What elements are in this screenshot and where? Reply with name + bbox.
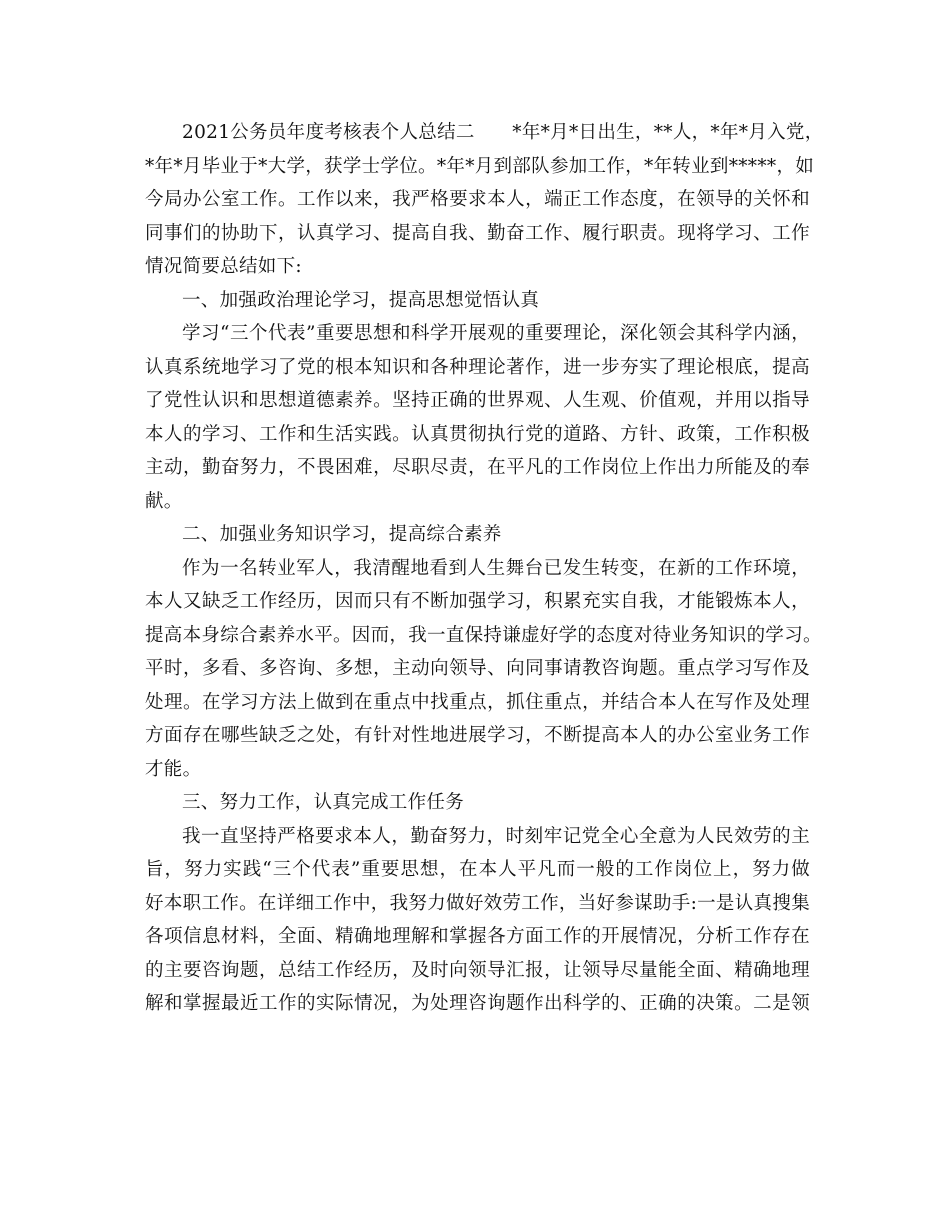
paragraph-line: 同事们的协助下，认真学习、提高自我、勤奋工作、履行职责。现将学习、工作 bbox=[145, 222, 810, 244]
paragraph-line: 我一直坚持严格要求本人，勤奋努力，时刻牢记党全心全意为人民效劳的主 bbox=[182, 825, 810, 847]
paragraph-line: 好本职工作。在详细工作中，我努力做好效劳工作，当好参谋助手:一是认真搜集 bbox=[145, 892, 810, 914]
paragraph-line: 各项信息材料，全面、精确地理解和掌握各方面工作的开展情况，分析工作存在 bbox=[145, 926, 810, 947]
document-body bbox=[145, 116, 824, 1021]
paragraph-line: *年*月毕业于*大学，获学士学位。*年*月到部队参加工作，*年转业到*****，如 bbox=[145, 155, 815, 177]
paragraph-line: 平时，多看、多咨询、多想，主动向领导、向同事请教咨询题。重点学习写作及 bbox=[145, 658, 810, 679]
paragraph-line: 2021公务员年度考核表个人总结二 *年*月*日出生，**人，*年*月入党， bbox=[182, 122, 824, 143]
paragraph-line: 提高本身综合素养水平。因而，我一直保持谦虚好学的态度对待业务知识的学习。 bbox=[145, 624, 822, 646]
paragraph-line: 献。 bbox=[145, 490, 183, 512]
paragraph-line: 解和掌握最近工作的实际情况，为处理咨询题作出科学的、正确的决策。二是领 bbox=[145, 993, 810, 1014]
paragraph-line: 作为一名转业军人，我清醒地看到人生舞台已发生转变，在新的工作环境， bbox=[182, 557, 810, 579]
section-heading: 一、加强政治理论学习，提高思想觉悟认真 bbox=[182, 289, 540, 311]
paragraph-line: 旨，努力实践“三个代表”重要思想，在本人平凡而一般的工作岗位上，努力做 bbox=[145, 859, 810, 880]
paragraph-line: 主动，勤奋努力，不畏困难，尽职尽责，在平凡的工作岗位上作出力所能及的奉 bbox=[145, 457, 810, 478]
paragraph-line: 情况简要总结如下: bbox=[145, 256, 302, 277]
paragraph-line: 才能。 bbox=[145, 758, 202, 780]
paragraph-line: 学习“三个代表”重要思想和科学开展观的重要理论，深化领会其科学内涵， bbox=[182, 323, 810, 344]
paragraph-line: 的主要咨询题，总结工作经历，及时向领导汇报，让领导尽量能全面、精确地理 bbox=[145, 959, 810, 981]
paragraph-line: 今局办公室工作。工作以来，我严格要求本人，端正工作态度，在领导的关怀和 bbox=[145, 189, 810, 210]
paragraph-line: 本人的学习、工作和生活实践。认真贯彻执行党的道路、方针、政策，工作积极 bbox=[145, 423, 810, 445]
paragraph-line: 认真系统地学习了党的根本知识和各种理论著作，进一步夯实了理论根底，提高 bbox=[145, 356, 810, 378]
section-heading: 二、加强业务知识学习，提高综合素养 bbox=[182, 524, 502, 545]
section-heading: 三、努力工作，认真完成工作任务 bbox=[182, 792, 465, 813]
paragraph-line: 了党性认识和思想道德素养。坚持正确的世界观、人生观、价值观，并用以指导 bbox=[145, 390, 810, 411]
paragraph-line: 方面存在哪些缺乏之处，有针对性地进展学习，不断提高本人的办公室业务工作 bbox=[145, 725, 810, 746]
paragraph-line: 本人又缺乏工作经历，因而只有不断加强学习，积累充实自我，才能锻炼本人， bbox=[145, 591, 810, 612]
paragraph-line: 处理。在学习方法上做到在重点中找重点，抓住重点，并结合本人在写作及处理 bbox=[145, 691, 810, 713]
